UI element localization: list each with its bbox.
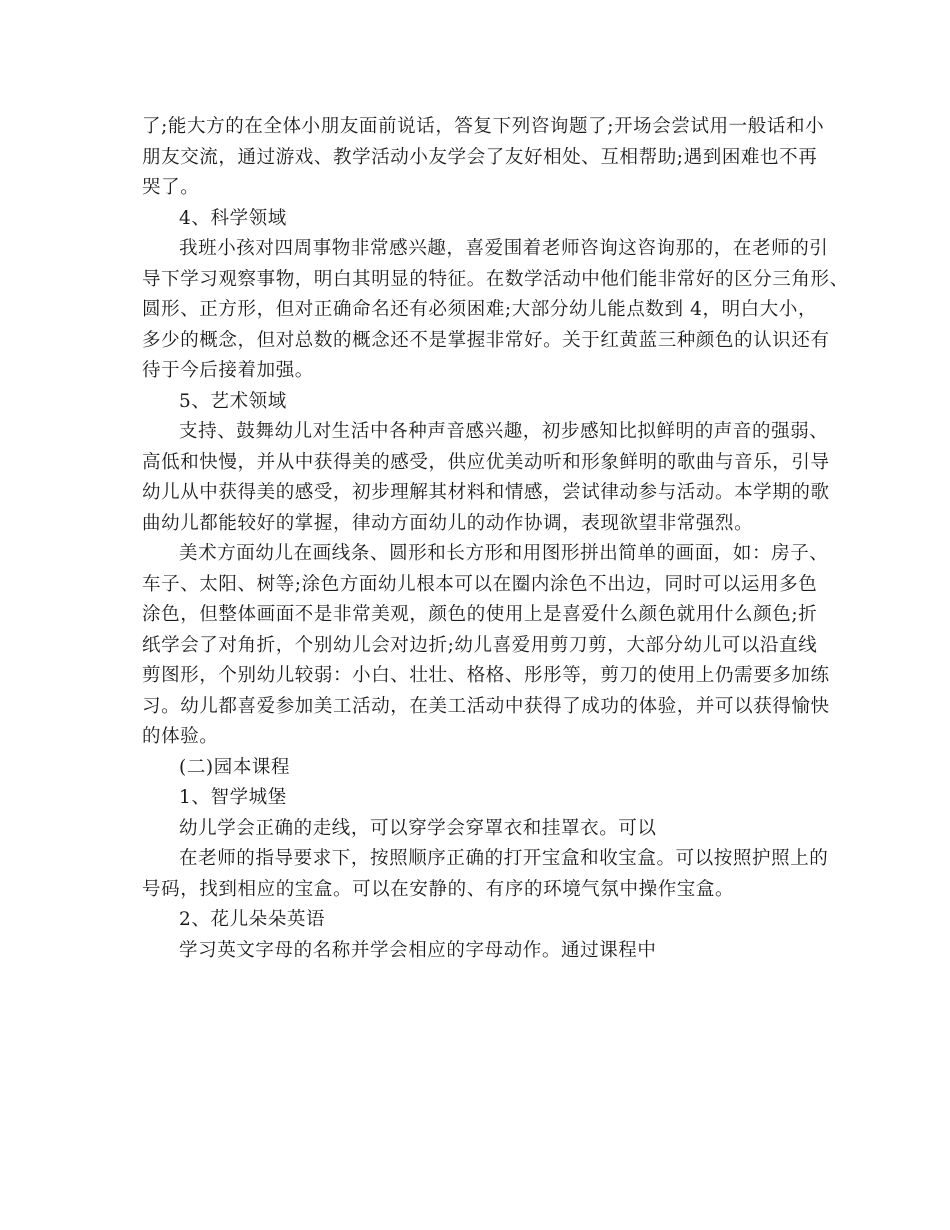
text-line: 剪图形，个别幼儿较弱：小白、壮壮、格格、彤彤等，剪刀的使用上仍需要多加练 [142, 665, 830, 686]
text-line: 纸学会了对角折，个别幼儿会对边折;幼儿喜爱用剪刀剪，大部分幼儿可以沿直线 [142, 634, 818, 656]
text-line: 了;能大方的在全体小朋友面前说话，答复下列咨询题了;开场会尝试用一般话和小 [142, 116, 825, 137]
text-line: 导下学习观察事物，明白其明显的特征。在数学活动中他们能非常好的区分三角形、 [142, 268, 849, 290]
text-line: 的体验。 [142, 726, 219, 747]
text-line: 圆形、正方形，但对正确命名还有必须困难;大部分幼儿能点数到 4，明白大小， [142, 299, 818, 320]
text-line: 哭了。 [142, 177, 200, 198]
text-line: 在老师的指导要求下，按照顺序正确的打开宝盒和收宝盒。可以按照护照上的 [179, 848, 829, 869]
section-heading: 4、科学领域 [179, 207, 287, 229]
text-line: 学习英文字母的名称并学会相应的字母动作。通过课程中 [179, 939, 657, 961]
text-line: 曲幼儿都能较好的掌握，律动方面幼儿的动作协调，表现欲望非常强烈。 [142, 512, 754, 534]
document-page [142, 112, 849, 966]
text-line: 朋友交流，通过游戏、教学活动小友学会了友好相处、互相帮助;遇到困难也不再 [142, 146, 818, 168]
text-line: 涂色，但整体画面不是非常美观，颜色的使用上是喜爱什么颜色就用什么颜色;折 [142, 604, 818, 625]
text-line: 美术方面幼儿在画线条、圆形和长方形和用图形拼出简单的画面，如：房子、 [179, 543, 829, 564]
section-heading: 1、智学城堡 [179, 787, 287, 808]
text-line: 高低和快慢，并从中获得美的感受，供应优美动听和形象鲜明的歌曲与音乐，引导 [142, 451, 830, 473]
text-line: 号码，找到相应的宝盒。可以在安静的、有序的环境气氛中操作宝盒。 [142, 878, 735, 900]
text-line: 支持、鼓舞幼儿对生活中各种声音感兴趣，初步感知比拟鲜明的声音的强弱、 [179, 421, 829, 442]
text-line: 幼儿从中获得美的感受，初步理解其材料和情感，尝试律动参与活动。本学期的歌 [142, 482, 830, 503]
section-heading: 5、艺术领域 [179, 390, 287, 412]
section-heading: (二)园本课程 [179, 756, 291, 778]
text-line: 我班小孩对四周事物非常感兴趣，喜爱围着老师咨询这咨询那的，在老师的引 [179, 238, 829, 259]
text-line: 待于今后接着加强。 [142, 360, 314, 381]
text-line: 车子、太阳、树等;涂色方面幼儿根本可以在圈内涂色不出边，同时可以运用多色 [142, 573, 818, 595]
text-line: 多少的概念，但对总数的概念还不是掌握非常好。关于红黄蓝三种颜色的认识还有 [142, 329, 830, 351]
text-line: 幼儿学会正确的走线，可以穿学会穿罩衣和挂罩衣。可以 [179, 817, 657, 839]
section-heading: 2、花儿朵朵英语 [179, 909, 326, 930]
text-line: 习。幼儿都喜爱参加美工活动，在美工活动中获得了成功的体验，并可以获得愉快 [142, 695, 830, 717]
